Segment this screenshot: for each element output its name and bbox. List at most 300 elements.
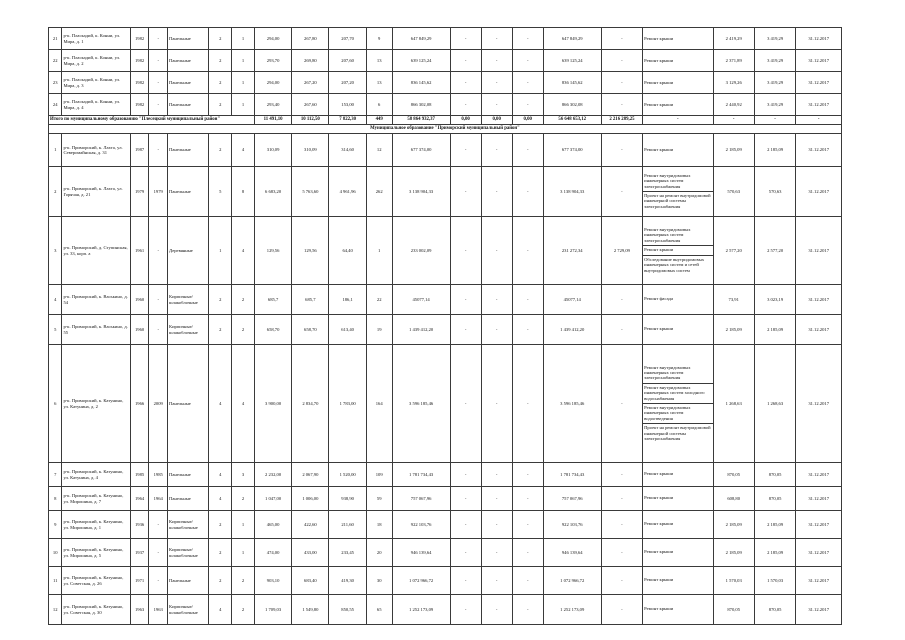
cell-wall-material: Кирпичные/шлакоблочные: [168, 315, 209, 345]
cell-living-area: 2 067,90: [292, 463, 329, 487]
cell-owner-funds: 3 596 185,46: [543, 345, 601, 463]
cell-year-renovated: 1964: [149, 487, 168, 511]
cell-fund-regional: -: [481, 28, 512, 50]
cell-total-area: 310,09: [254, 134, 291, 167]
cell-entrances: 1: [232, 28, 255, 50]
cell-total-area: 474,00: [254, 539, 291, 567]
cell-other-funds: -: [601, 50, 642, 72]
cell-total-area: 465,00: [254, 511, 291, 539]
cell-fund-local: -: [512, 539, 543, 567]
cell-living-area: 433,00: [292, 539, 329, 567]
cell-specific-cost: 2 185,09: [713, 315, 754, 345]
cell-fund-federal: -: [450, 539, 481, 567]
cell-fund-federal: -: [450, 511, 481, 539]
cell-fund-local: -: [512, 72, 543, 94]
cell-row-number: 12: [49, 595, 62, 625]
cell-residential-area: 186,1: [329, 285, 366, 315]
cell-limit-cost: 570,63: [754, 167, 795, 217]
table-row: [49, 463, 842, 487]
cell-specific-cost: 570,63: [713, 167, 754, 217]
cell-wall-material: Панельные: [168, 50, 209, 72]
cell-work-type: Ремонт крыши: [643, 50, 713, 72]
work-type-line: Обследование внутридомовых инженерных систем и сетей внутридомовых систем: [643, 255, 712, 275]
cell-residents: 20: [366, 539, 392, 567]
table-row: [49, 567, 842, 595]
cell-owner-funds: 1 781 734,43: [543, 463, 601, 487]
cell-work-type: [643, 595, 713, 625]
cell-year-built: 1966: [130, 345, 149, 463]
cell-limit-cost: 2 185,09: [754, 315, 795, 345]
cell-floors: 2: [209, 315, 232, 345]
cell-entrances: 8: [232, 167, 255, 217]
cell-fund-local: -: [512, 487, 543, 511]
cell-row-number: 9: [49, 511, 62, 539]
cell-specific-cost: 2 185,09: [713, 539, 754, 567]
cell-residents: 13: [366, 72, 392, 94]
cell-fund-federal: -: [450, 595, 481, 625]
cell-year-built: 1982: [130, 28, 149, 50]
cell-wall-material: Панельные: [168, 94, 209, 116]
cell-residents: 1: [366, 217, 392, 285]
cell-wall-material: Панельные: [168, 72, 209, 94]
cell-specific-cost: 73,91: [713, 285, 754, 315]
cell-address: р-к. Приморский, к. Лахта, ул. Горячая, д. 21: [62, 167, 130, 217]
cell-year-built: 1963: [130, 595, 149, 625]
cell-address: р-к. Пласкадий, к. Конни, ул. Мира, д. 1: [62, 28, 130, 50]
cell-total-area: 3 900,00: [254, 345, 291, 463]
cell-fund-regional: -: [481, 315, 512, 345]
cell-year-renovated: 1979: [149, 167, 168, 217]
cell-owner-funds: 1 439 412,20: [543, 315, 601, 345]
total-limit: -: [754, 116, 795, 125]
cell-residential-area: 233,45: [329, 539, 366, 567]
cell-total-cost: 3 596 185,46: [392, 345, 450, 463]
work-type-line: Ремонт внутридомовых инженерных систем электроснабжения: [644, 227, 691, 243]
cell-completion-date: 31.12.2017: [796, 595, 842, 625]
cell-living-area: 683,40: [292, 567, 329, 595]
work-type-line: Ремонт крыши: [644, 521, 674, 527]
cell-fund-regional: -: [481, 487, 512, 511]
cell-owner-funds: 1 252 173,09: [543, 595, 601, 625]
cell-completion-date: 31.12.2017: [796, 134, 842, 167]
cell-fund-regional: -: [481, 167, 512, 217]
cell-other-funds: -: [601, 315, 642, 345]
work-type-line: Ремонт внутридомовых инженерных систем электроснабжения: [644, 172, 691, 189]
cell-residential-area: 4 961,96: [329, 167, 366, 217]
total-label: Итого по муниципальному образованию "Плесецкий муниципальный район": [49, 116, 255, 125]
cell-floors: 2: [209, 511, 232, 539]
table-body-primorsky: [49, 134, 842, 625]
cell-fund-regional: -: [481, 463, 512, 487]
cell-fund-local: -: [512, 463, 543, 487]
cell-wall-material: Деревянные: [168, 217, 209, 285]
cell-fund-regional: -: [481, 217, 512, 285]
cell-other-funds: -: [601, 72, 642, 94]
cell-completion-date: 31.12.2017: [796, 487, 842, 511]
cell-entrances: 1: [232, 539, 255, 567]
cell-entrances: 1: [232, 50, 255, 72]
table-body-plesetsk: [49, 28, 842, 116]
cell-year-renovated: -: [149, 217, 168, 285]
cell-wall-material: Кирпичные/шлакоблочные: [168, 285, 209, 315]
cell-limit-cost: 3 419,29: [754, 28, 795, 50]
cell-work-type: [643, 511, 713, 539]
cell-floors: 4: [209, 595, 232, 625]
cell-living-area: 658,70: [292, 315, 329, 345]
work-type-line: Ремонт крыши: [644, 549, 674, 555]
cell-entrances: 2: [232, 567, 255, 595]
cell-completion-date: 31.12.2017: [796, 315, 842, 345]
cell-completion-date: 31.12.2017: [796, 285, 842, 315]
cell-limit-cost: 2 185,09: [754, 511, 795, 539]
cell-entrances: 1: [232, 511, 255, 539]
cell-row-number: 11: [49, 567, 62, 595]
cell-limit-cost: 3 419,29: [754, 94, 795, 116]
total-rest: 2 216 289,25: [601, 116, 642, 125]
cell-total-area: 903,10: [254, 567, 291, 595]
cell-year-renovated: -: [149, 134, 168, 167]
cell-fund-federal: -: [450, 567, 481, 595]
cell-work-type: Ремонт крыши: [643, 94, 713, 116]
table-row: [49, 285, 842, 315]
total-area-3: 7 822,30: [329, 116, 366, 125]
cell-fund-local: -: [512, 315, 543, 345]
work-type-line: Проект на ремонт внутридомовой инженерной системы электроснабжения: [643, 423, 712, 443]
cell-entrances: 2: [232, 487, 255, 511]
cell-work-type: Ремонт крыши: [643, 72, 713, 94]
cell-wall-material: Панельные: [168, 134, 209, 167]
cell-address: р-к. Приморский, к. Лахта, ул. Северомайнская, д. 31: [62, 134, 130, 167]
cell-living-area: 685,7: [292, 285, 329, 315]
cell-other-funds: -: [601, 487, 642, 511]
cell-work-type: [643, 217, 713, 285]
total-spec: -: [713, 116, 754, 125]
cell-fund-federal: -: [450, 315, 481, 345]
cell-address: р-к. Приморский, к. Катунино, ул. Мирошина, д. 5: [62, 539, 130, 567]
cell-residential-area: 1 520,00: [329, 463, 366, 487]
cell-specific-cost: 870,05: [713, 595, 754, 625]
cell-fund-regional: -: [481, 595, 512, 625]
cell-limit-cost: 870,05: [754, 487, 795, 511]
cell-residents: 59: [366, 487, 392, 511]
table-row: [49, 134, 842, 167]
cell-total-area: 6 683,20: [254, 167, 291, 217]
cell-living-area: 422,60: [292, 511, 329, 539]
cell-row-number: 23: [49, 72, 62, 94]
cell-completion-date: 31.12.2017: [796, 567, 842, 595]
cell-owner-funds: 45077,14: [543, 285, 601, 315]
section-row: [49, 125, 842, 134]
cell-other-funds: -: [601, 285, 642, 315]
cell-other-funds: -: [601, 511, 642, 539]
cell-completion-date: 31.12.2017: [796, 345, 842, 463]
cell-fund-regional: -: [481, 94, 512, 116]
cell-year-built: 1987: [130, 134, 149, 167]
cell-limit-cost: 870,05: [754, 463, 795, 487]
cell-row-number: 8: [49, 487, 62, 511]
cell-floors: 2: [209, 94, 232, 116]
cell-other-funds: -: [601, 167, 642, 217]
cell-completion-date: 31.12.2017: [796, 72, 842, 94]
cell-fund-federal: -: [450, 487, 481, 511]
cell-other-funds: -: [601, 567, 642, 595]
cell-total-cost: 1 252 173,09: [392, 595, 450, 625]
cell-owner-funds: 677 374,00: [543, 134, 601, 167]
cell-wall-material: Панельные: [168, 487, 209, 511]
cell-row-number: 5: [49, 315, 62, 345]
total-cost: 58 864 932,37: [392, 116, 450, 125]
cell-row-number: 7: [49, 463, 62, 487]
cell-completion-date: 31.12.2017: [796, 94, 842, 116]
cell-other-funds: -: [601, 345, 642, 463]
cell-residents: 13: [366, 50, 392, 72]
cell-wall-material: Панельные: [168, 28, 209, 50]
cell-floors: 2: [209, 539, 232, 567]
table-row: [49, 595, 842, 625]
work-type-line: Ремонт внутридомовых инженерных систем электроснабжения: [644, 364, 691, 381]
cell-floors: 2: [209, 28, 232, 50]
cell-living-area: 2 834,70: [292, 345, 329, 463]
cell-other-funds: -: [601, 463, 642, 487]
cell-specific-cost: 870,05: [713, 463, 754, 487]
total-residents: 449: [366, 116, 392, 125]
cell-floors: 2: [209, 134, 232, 167]
cell-address: р-к. Приморский, к. Катунино, ул. Катунина, д. 4: [62, 463, 130, 487]
work-type-line: Ремонт крыши: [644, 326, 674, 332]
table-row: [49, 487, 842, 511]
total-owner-funds: 56 648 653,12: [543, 116, 601, 125]
cell-year-built: 1936: [130, 511, 149, 539]
cell-completion-date: 31.12.2017: [796, 50, 842, 72]
work-type-line: Ремонт крыши: [644, 146, 674, 152]
cell-residential-area: 419,30: [329, 567, 366, 595]
cell-address: р-к. Приморский, к. Катунино, ул. Катунина, д. 2: [62, 345, 130, 463]
cell-residential-area: 207,20: [329, 72, 366, 94]
cell-limit-cost: 3 419,29: [754, 50, 795, 72]
cell-owner-funds: 946 139,64: [543, 539, 601, 567]
cell-total-area: 293,70: [254, 50, 291, 72]
cell-total-area: 685,7: [254, 285, 291, 315]
cell-year-built: 1937: [130, 539, 149, 567]
total-fund-1: 0,00: [450, 116, 481, 125]
cell-work-type: [643, 345, 713, 463]
cell-entrances: 1: [232, 94, 255, 116]
cell-entrances: 2: [232, 595, 255, 625]
cell-address: р-к. Приморский, к. Васькино, д. 55: [62, 315, 130, 345]
cell-specific-cost: 2 419,29: [713, 28, 754, 50]
cell-specific-cost: 2 371,89: [713, 50, 754, 72]
work-type-line: Проект на ремонт внутридомовой инженерной системы электроснабжения: [643, 191, 712, 211]
cell-completion-date: 31.12.2017: [796, 463, 842, 487]
cell-total-cost: 1 781 734,43: [392, 463, 450, 487]
cell-specific-cost: 2 185,09: [713, 511, 754, 539]
cell-owner-funds: 231 272,34: [543, 217, 601, 285]
section-title: Муниципальное образование "Приморский муниципальный район": [49, 125, 842, 134]
table-row: [49, 50, 842, 72]
cell-address: р-к. Пласкадий, к. Конни, ул. Мира, д. 3: [62, 72, 130, 94]
cell-floors: 2: [209, 567, 232, 595]
cell-entrances: 2: [232, 315, 255, 345]
cell-floors: 1: [209, 217, 232, 285]
cell-fund-federal: -: [450, 217, 481, 285]
cell-fund-regional: -: [481, 567, 512, 595]
cell-owner-funds: 866 302,08: [543, 94, 601, 116]
cell-owner-funds: 647 849,29: [543, 28, 601, 50]
cell-other-funds: -: [601, 134, 642, 167]
cell-row-number: 3: [49, 217, 62, 285]
cell-work-type: [643, 463, 713, 487]
table-row: [49, 315, 842, 345]
table-row: [49, 345, 842, 463]
cell-other-funds: -: [601, 28, 642, 50]
cell-year-built: 1961: [130, 217, 149, 285]
cell-living-area: 129,56: [292, 217, 329, 285]
cell-fund-federal: -: [450, 72, 481, 94]
cell-year-renovated: -: [149, 28, 168, 50]
cell-floors: 2: [209, 72, 232, 94]
cell-work-type: Ремонт крыши: [643, 28, 713, 50]
cell-residential-area: 850,55: [329, 595, 366, 625]
cell-living-area: 5 763,60: [292, 167, 329, 217]
cell-year-renovated: -: [149, 567, 168, 595]
table-row: [49, 72, 842, 94]
cell-wall-material: Панельные: [168, 345, 209, 463]
cell-residents: 30: [366, 567, 392, 595]
cell-fund-local: -: [512, 28, 543, 50]
cell-residents: 19: [366, 315, 392, 345]
cell-residential-area: 314,60: [329, 134, 366, 167]
cell-address: р-к. Пласкадий, к. Конни, ул. Мира, д. 4: [62, 94, 130, 116]
cell-total-area: 2 232,00: [254, 463, 291, 487]
cell-specific-cost: 1 268,63: [713, 345, 754, 463]
cell-total-area: 129,56: [254, 217, 291, 285]
cell-residents: 65: [366, 595, 392, 625]
cell-address: р-к. Приморский, к. Катунино, ул. Мирошина, д. 7: [62, 487, 130, 511]
total-fund-2: 0,00: [481, 116, 512, 125]
cell-specific-cost: 2 185,09: [713, 134, 754, 167]
cell-wall-material: Панельные: [168, 463, 209, 487]
cell-owner-funds: 836 145,62: [543, 72, 601, 94]
cell-wall-material: Кирпичные/шлакоблочные: [168, 511, 209, 539]
cell-total-area: 1 709,03: [254, 595, 291, 625]
cell-residential-area: 613,40: [329, 315, 366, 345]
cell-fund-local: -: [512, 94, 543, 116]
cell-work-type: [643, 567, 713, 595]
cell-residents: 109: [366, 463, 392, 487]
cell-total-cost: 757 067,96: [392, 487, 450, 511]
cell-floors: 4: [209, 463, 232, 487]
cell-limit-cost: 2 185,09: [754, 134, 795, 167]
cell-specific-cost: 2 577,20: [713, 217, 754, 285]
cell-completion-date: 31.12.2017: [796, 217, 842, 285]
cell-completion-date: 31.12.2017: [796, 167, 842, 217]
cell-fund-regional: -: [481, 72, 512, 94]
cell-residents: 9: [366, 28, 392, 50]
cell-residential-area: 938,90: [329, 487, 366, 511]
work-type-line: Ремонт крыши: [644, 471, 674, 477]
cell-living-area: 310,09: [292, 134, 329, 167]
cell-address: р-к. Приморский, к. Катунино, ул. Советская, д. 26: [62, 567, 130, 595]
cell-work-type: [643, 167, 713, 217]
cell-floors: 2: [209, 50, 232, 72]
cell-year-renovated: -: [149, 94, 168, 116]
register-table: [48, 27, 842, 625]
cell-fund-federal: -: [450, 94, 481, 116]
cell-limit-cost: 1 570,03: [754, 567, 795, 595]
cell-completion-date: 31.12.2017: [796, 539, 842, 567]
cell-floors: 4: [209, 487, 232, 511]
total-date: -: [796, 116, 842, 125]
cell-entrances: 4: [232, 217, 255, 285]
table-row: [49, 94, 842, 116]
cell-residents: 12: [366, 134, 392, 167]
cell-total-cost: 3 138 904,33: [392, 167, 450, 217]
cell-fund-local: -: [512, 285, 543, 315]
cell-fund-federal: -: [450, 345, 481, 463]
cell-row-number: 22: [49, 50, 62, 72]
cell-fund-regional: -: [481, 285, 512, 315]
cell-year-renovated: -: [149, 539, 168, 567]
cell-specific-cost: 3 129,26: [713, 72, 754, 94]
cell-wall-material: Кирпичные/шлакоблочные: [168, 595, 209, 625]
cell-address: р-к. Пласкадий, к. Конни, ул. Мира, д. 2: [62, 50, 130, 72]
cell-year-renovated: -: [149, 50, 168, 72]
cell-wall-material: Кирпичные/шлакоблочные: [168, 539, 209, 567]
work-type-line: Ремонт внутридомовых инженерных систем водоотведения: [643, 403, 712, 423]
cell-completion-date: 31.12.2017: [796, 28, 842, 50]
cell-fund-regional: -: [481, 511, 512, 539]
cell-total-area: 294,00: [254, 72, 291, 94]
cell-year-built: 1971: [130, 567, 149, 595]
cell-residential-area: 64,40: [329, 217, 366, 285]
cell-entrances: 4: [232, 134, 255, 167]
cell-work-type: [643, 315, 713, 345]
cell-entrances: 2: [232, 285, 255, 315]
cell-year-built: 1982: [130, 72, 149, 94]
cell-row-number: 24: [49, 94, 62, 116]
table-row: [49, 167, 842, 217]
cell-year-built: 1982: [130, 50, 149, 72]
cell-total-cost: 647 849,29: [392, 28, 450, 50]
cell-row-number: 4: [49, 285, 62, 315]
cell-row-number: 2: [49, 167, 62, 217]
cell-row-number: 21: [49, 28, 62, 50]
total-block: [49, 116, 842, 134]
cell-other-funds: -: [601, 539, 642, 567]
cell-residential-area: 207,70: [329, 28, 366, 50]
cell-floors: 2: [209, 285, 232, 315]
cell-fund-federal: -: [450, 463, 481, 487]
cell-total-cost: 1 072 966,72: [392, 567, 450, 595]
cell-work-type: [643, 285, 713, 315]
cell-fund-local: -: [512, 511, 543, 539]
cell-residents: 262: [366, 167, 392, 217]
total-work: -: [643, 116, 713, 125]
cell-residential-area: 207,60: [329, 50, 366, 72]
cell-owner-funds: 1 072 966,72: [543, 567, 601, 595]
cell-fund-local: -: [512, 50, 543, 72]
cell-fund-regional: -: [481, 50, 512, 72]
cell-residents: 18: [366, 511, 392, 539]
cell-limit-cost: 3 419,29: [754, 72, 795, 94]
cell-year-renovated: -: [149, 72, 168, 94]
cell-fund-local: -: [512, 567, 543, 595]
work-type-line: Ремонт крыши: [644, 606, 674, 612]
work-type-line: Ремонт фасада: [644, 296, 673, 302]
cell-fund-regional: -: [481, 539, 512, 567]
cell-total-area: 1 047,00: [254, 487, 291, 511]
cell-completion-date: 31.12.2017: [796, 511, 842, 539]
